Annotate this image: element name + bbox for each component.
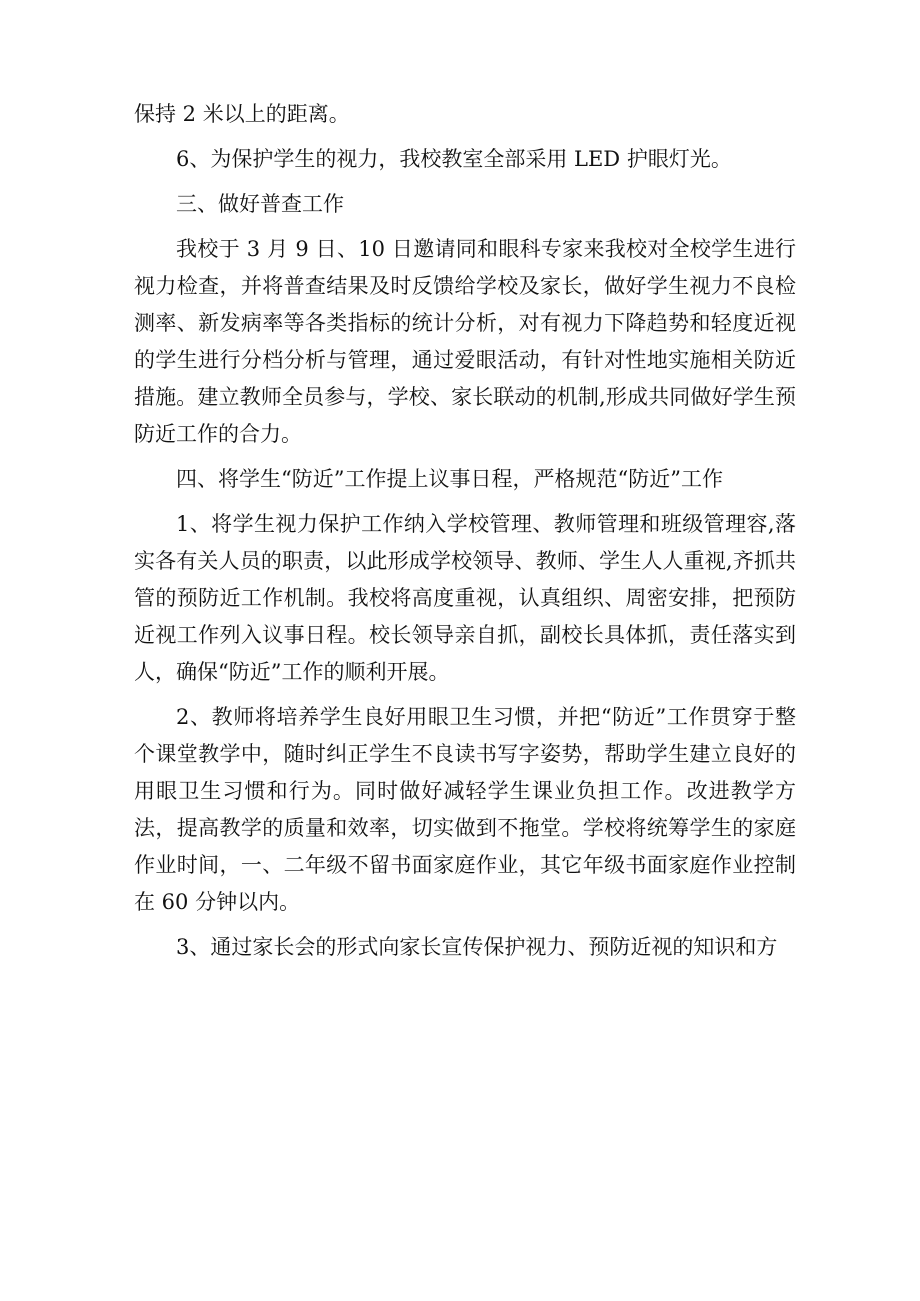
paragraph-item-2: 2、教师将培养学生良好用眼卫生习惯，并把“防近”工作贯穿于整个课堂教学中，随时纠正学生不良读书写字姿势，帮助学生建立良好的用眼卫生习惯和行为。同时做好减轻学生课业负担工作。改进教学方法，提高教学的质量和效率，切实做到不拖堂。学校将统筹学生的家庭作业时间，一、二年级不留书面家庭作业，其它年级书面家庭作业控制在 60 分钟以内。	[134, 705, 796, 914]
paragraph-continuation: 保持 2 米以上的距离。	[134, 102, 350, 126]
paragraph-item-1: 1、将学生视力保护工作纳入学校管理、教师管理和班级管理容,落实各有关人员的职责，以此形成学校领导、教师、学生人人重视,齐抓共管的预防近工作机制。我校将高度重视，认真组织、周密安排，把预防近视工作列入议事日程。校长领导亲自抓，副校长具体抓，责任落实到人，确保“防近”工作的顺利开展。	[134, 512, 796, 684]
document-body	[134, 96, 796, 974]
paragraph-item-6: 6、为保护学生的视力，我校教室全部采用 LED 护眼灯光。	[176, 147, 732, 171]
paragraph-item-3: 3、通过家长会的形式向家长宣传保护视力、预防近视的知识和方	[176, 935, 778, 959]
paragraph-survey: 我校于 3 月 9 日、10 日邀请同和眼科专家来我校对全校学生进行视力检查，并将普查结果及时反馈给学校及家长，做好学生视力不良检测率、新发病率等各类指标的统计分析，对有视力下降趋势和轻度近视的学生进行分档分析与管理，通过爱眼活动，有针对性地实施相关防近措施。建立教师全员参与，学校、家长联动的机制,形成共同做好学生预防近工作的合力。	[134, 237, 796, 446]
section-heading-4: 四、将学生“防近”工作提上议事日程，严格规范“防近”工作	[176, 467, 723, 491]
section-heading-3: 三、做好普查工作	[176, 192, 344, 216]
